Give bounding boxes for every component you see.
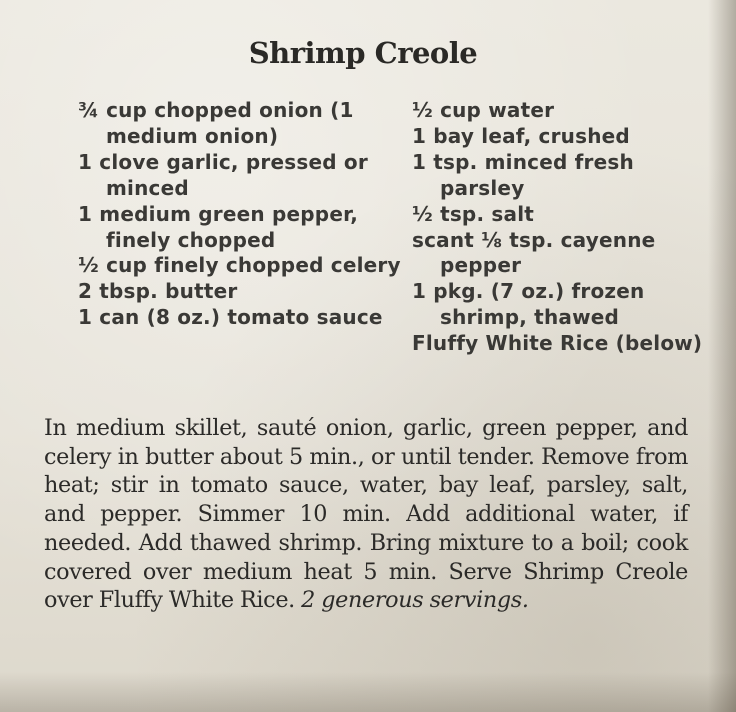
ingredient-item: ½ cup water xyxy=(412,98,555,122)
ingredient-item: 1 tsp. minced fresh parsley xyxy=(412,149,642,200)
ingredient-item: 1 pkg. (7 oz.) frozen shrimp, thawed xyxy=(412,279,652,330)
ingredient-item: 1 bay leaf, crushed xyxy=(412,123,630,148)
ingredient-item: 1 clove garlic, pressed or minced xyxy=(78,149,376,200)
instructions-text: In medium skillet, sauté onion, garlic, green pepper, and celery in butter about 5 min., or until tender. Remove from heat; stir in tomato sauce, water, bay leaf, parsley, salt, and pepper. Simmer 10 min. Add additional water, if needed. Add thawed shrimp. Bring mixture to a boil; cook covered over medium heat 5 min. Serve Shrimp Creole over Fluffy White Rice. xyxy=(44,415,688,614)
recipe-title: Shrimp Creole xyxy=(248,36,478,70)
ingredient-item: 1 can (8 oz.) tomato sauce xyxy=(78,305,383,330)
servings-note: 2 generous servings. xyxy=(301,587,529,614)
ingredient-item: ¾ cup chopped onion (1 medium onion) xyxy=(78,98,361,148)
page-bottom-shadow xyxy=(0,672,736,712)
ingredient-item: ½ cup finely chopped celery xyxy=(78,253,401,278)
ingredients-right-column xyxy=(412,98,712,357)
ingredient-item: scant ⅛ tsp. cayenne pepper xyxy=(412,227,663,278)
ingredients-left-column xyxy=(78,98,408,331)
ingredient-item: 2 tbsp. butter xyxy=(78,279,238,304)
page-edge-shadow xyxy=(708,0,736,712)
ingredient-item: 1 medium green pepper, finely chopped xyxy=(78,201,366,252)
recipe-instructions xyxy=(44,414,688,615)
ingredient-item: ½ tsp. salt xyxy=(412,201,535,226)
ingredient-item: Fluffy White Rice (below) xyxy=(412,331,703,356)
